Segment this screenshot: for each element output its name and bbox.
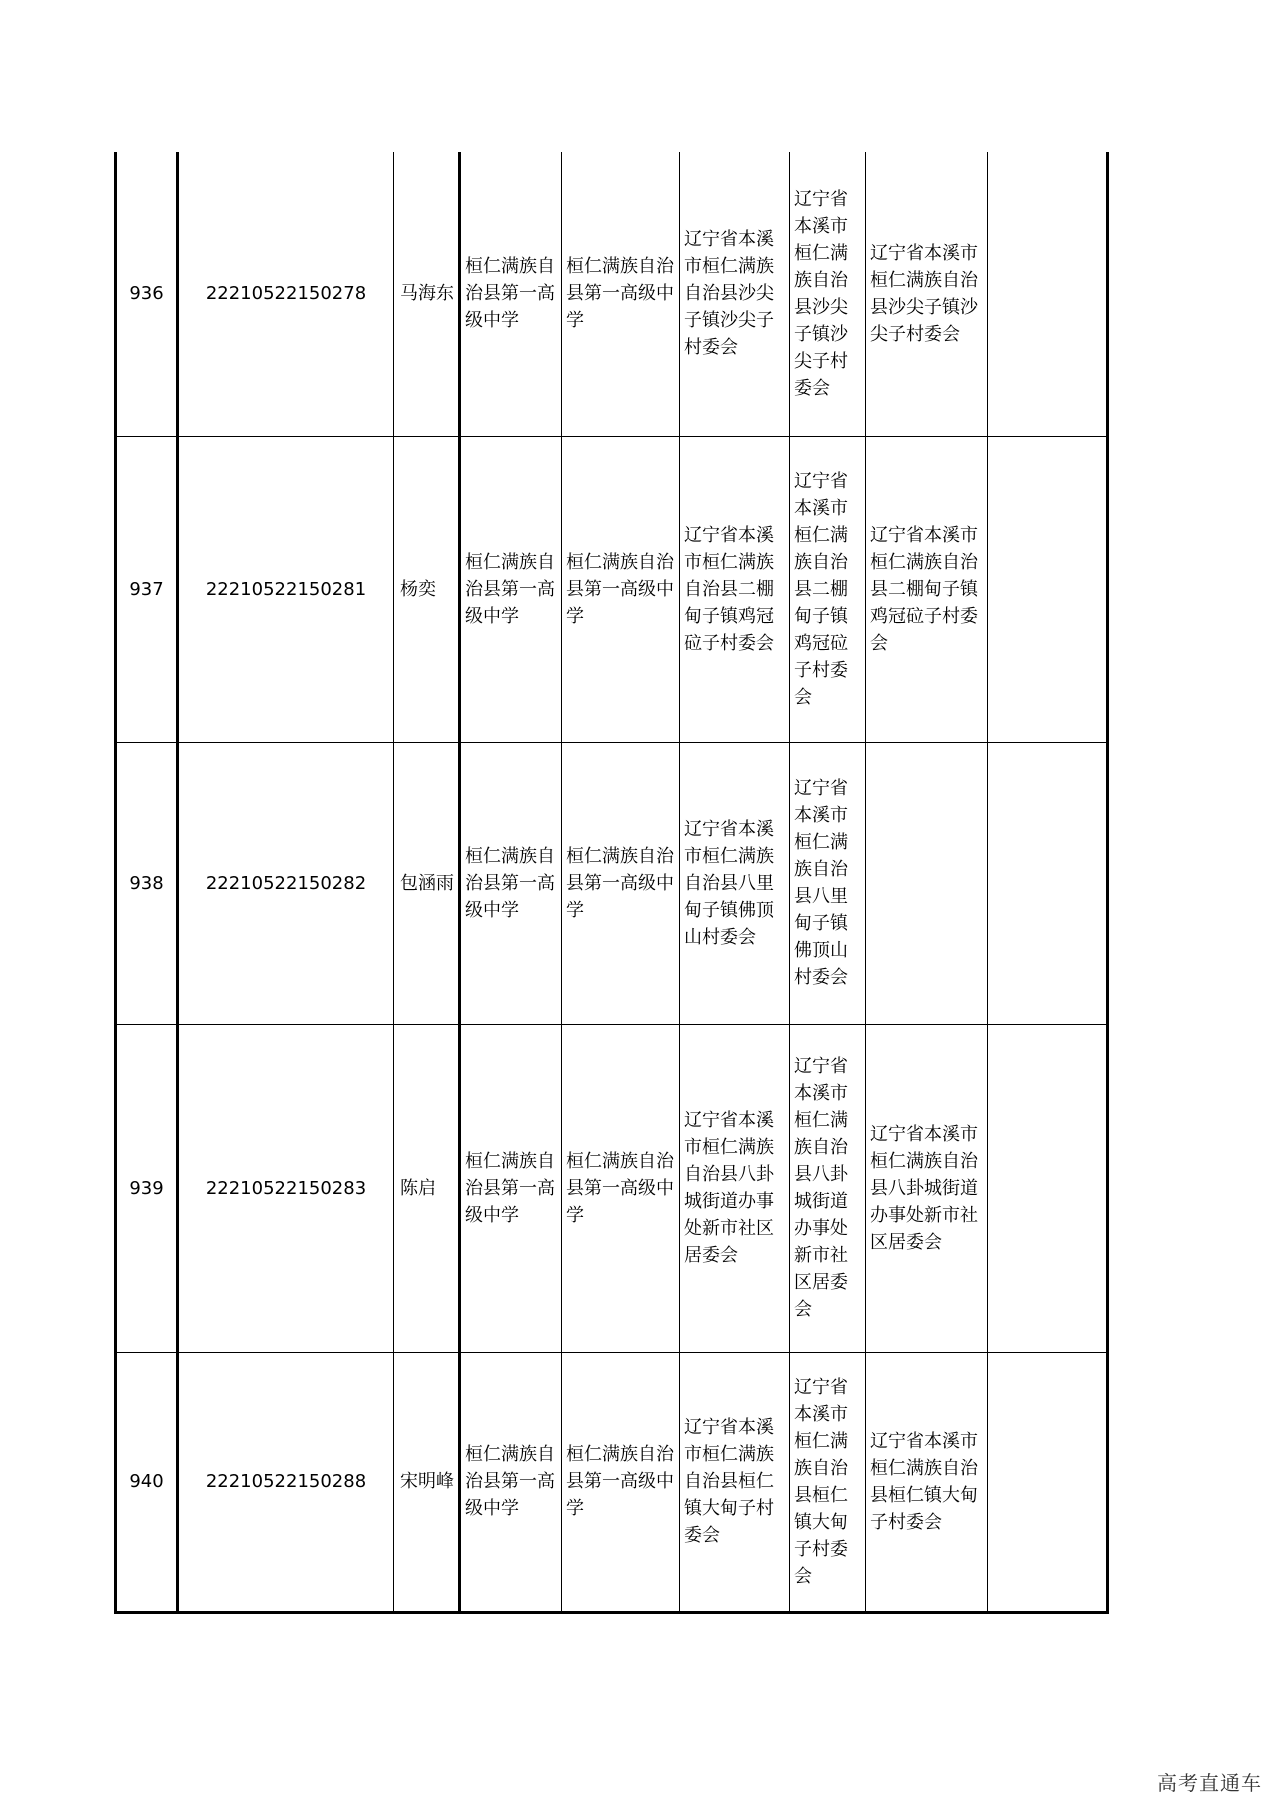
address1-cell: 辽宁省本溪市桓仁满族自治县二棚甸子镇鸡冠砬子村委会 — [680, 436, 790, 742]
address3-cell: 辽宁省本溪市桓仁满族自治县沙尖子镇沙尖子村委会 — [866, 152, 988, 436]
data-table — [114, 152, 1109, 1614]
school2-cell: 桓仁满族自治县第一高级中学 — [562, 1024, 680, 1352]
address2-cell: 辽宁省本溪市桓仁满族自治县桓仁镇大甸子村委会 — [790, 1352, 866, 1612]
school2-cell: 桓仁满族自治县第一高级中学 — [562, 742, 680, 1024]
remark-cell — [988, 1024, 1108, 1352]
address1-cell: 辽宁省本溪市桓仁满族自治县八里甸子镇佛顶山村委会 — [680, 742, 790, 1024]
address3-cell: 辽宁省本溪市桓仁满族自治县八卦城街道办事处新市社区居委会 — [866, 1024, 988, 1352]
remark-cell — [988, 436, 1108, 742]
seq-cell: 938 — [116, 742, 178, 1024]
name-cell: 杨奕 — [394, 436, 460, 742]
address3-cell — [866, 742, 988, 1024]
name-cell: 陈启 — [394, 1024, 460, 1352]
table-row — [116, 152, 1108, 436]
table-row — [116, 742, 1108, 1024]
name-cell: 宋明峰 — [394, 1352, 460, 1612]
address1-cell: 辽宁省本溪市桓仁满族自治县八卦城街道办事处新市社区居委会 — [680, 1024, 790, 1352]
id-cell: 22210522150281 — [178, 436, 394, 742]
school-cell: 桓仁满族自治县第一高级中学 — [460, 742, 562, 1024]
watermark-text: 高考直通车 — [1157, 1771, 1262, 1795]
address2-cell: 辽宁省本溪市桓仁满族自治县八里甸子镇佛顶山村委会 — [790, 742, 866, 1024]
address3-cell: 辽宁省本溪市桓仁满族自治县桓仁镇大甸子村委会 — [866, 1352, 988, 1612]
school-cell: 桓仁满族自治县第一高级中学 — [460, 152, 562, 436]
remark-cell — [988, 152, 1108, 436]
seq-cell: 940 — [116, 1352, 178, 1612]
address1-cell: 辽宁省本溪市桓仁满族自治县沙尖子镇沙尖子村委会 — [680, 152, 790, 436]
seq-cell: 939 — [116, 1024, 178, 1352]
school2-cell: 桓仁满族自治县第一高级中学 — [562, 1352, 680, 1612]
address3-cell: 辽宁省本溪市桓仁满族自治县二棚甸子镇鸡冠砬子村委会 — [866, 436, 988, 742]
seq-cell: 937 — [116, 436, 178, 742]
table-row — [116, 1352, 1108, 1612]
address1-cell: 辽宁省本溪市桓仁满族自治县桓仁镇大甸子村委会 — [680, 1352, 790, 1612]
table-row — [116, 1024, 1108, 1352]
school2-cell: 桓仁满族自治县第一高级中学 — [562, 152, 680, 436]
name-cell: 包涵雨 — [394, 742, 460, 1024]
remark-cell — [988, 742, 1108, 1024]
remark-cell — [988, 1352, 1108, 1612]
name-cell: 马海东 — [394, 152, 460, 436]
address2-cell: 辽宁省本溪市桓仁满族自治县八卦城街道办事处新市社区居委会 — [790, 1024, 866, 1352]
seq-cell: 936 — [116, 152, 178, 436]
id-cell: 22210522150283 — [178, 1024, 394, 1352]
id-cell: 22210522150282 — [178, 742, 394, 1024]
address2-cell: 辽宁省本溪市桓仁满族自治县二棚甸子镇鸡冠砬子村委会 — [790, 436, 866, 742]
id-cell: 22210522150278 — [178, 152, 394, 436]
table-row — [116, 436, 1108, 742]
school-cell: 桓仁满族自治县第一高级中学 — [460, 436, 562, 742]
school-cell: 桓仁满族自治县第一高级中学 — [460, 1352, 562, 1612]
address2-cell: 辽宁省本溪市桓仁满族自治县沙尖子镇沙尖子村委会 — [790, 152, 866, 436]
school2-cell: 桓仁满族自治县第一高级中学 — [562, 436, 680, 742]
id-cell: 22210522150288 — [178, 1352, 394, 1612]
school-cell: 桓仁满族自治县第一高级中学 — [460, 1024, 562, 1352]
